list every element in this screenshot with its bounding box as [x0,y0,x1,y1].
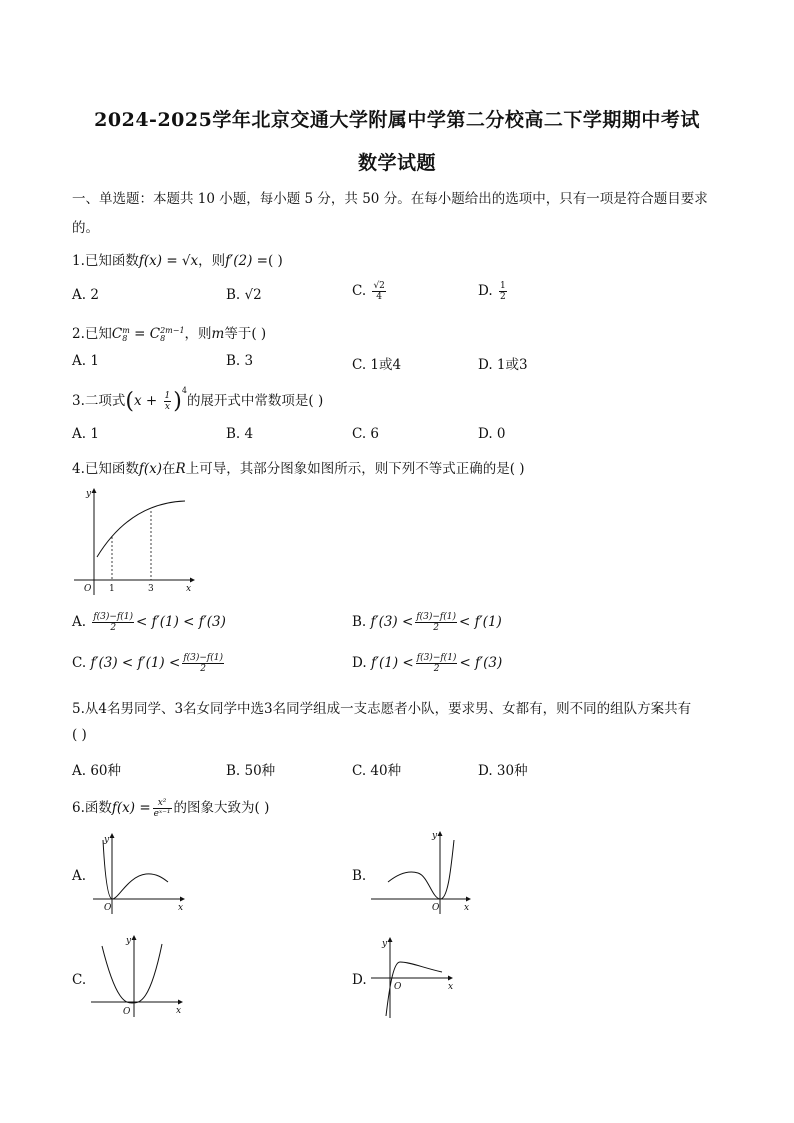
q1-option-d[interactable] [478,281,509,302]
q6-d-x-label: x [448,982,454,992]
q6-a-x-label: x [178,903,184,913]
q3-option-a[interactable]: A. 1 [72,426,99,442]
q4-tick-3: 3 [148,584,154,594]
q3-var-x: x [133,393,142,409]
q3-paren-open: ( [125,389,134,414]
q4-function-graph [70,485,200,600]
q6-c-y-label: y [126,936,132,946]
q2-combination-a: C m 8 [111,325,130,343]
q4-option-a-fraction: $\frac{f(3)-f(1)}{2}$ [93,612,134,633]
q2-mid: ，则 [184,326,212,342]
q2-option-a[interactable]: A. 1 [72,353,99,369]
q3-option-d[interactable]: D. 0 [478,426,506,442]
q4-option-c-head: f′(3) < f′(1) < [90,655,181,671]
q3-power: 4 [181,386,187,395]
q6-a-origin: O [104,903,112,913]
q4-x-arrow [190,578,195,583]
q1-prefix: 1.已知函数 [72,253,139,269]
q4-option-c-fraction: $\frac{f(3)-f(1)}{2}$ [183,653,224,674]
question-3-stem [72,386,323,414]
q2-option-c[interactable]: C. 1或4 [352,357,402,373]
q4-option-b-head: f′(3) < [370,614,414,630]
section-instructions-line2: 的。 [72,220,99,236]
q3-prefix: 3.二项式 [72,393,126,409]
q1-option-d-label: D. [478,283,493,299]
q4-option-b[interactable] [352,612,502,633]
q6-c-x-label: x [176,1006,182,1016]
section-instructions-line1: 一、单选题：本题共 10 小题，每小题 5 分，共 50 分。在每小题给出的选项中，只有一项是符合题目要求 [72,191,708,207]
q5-option-a[interactable]: A. 60种 [72,763,122,779]
q4-option-a-label: A. [72,614,87,630]
q6-fraction: $\frac{\text{x²}}{\text{eˣ⁻¹}}$ [153,798,171,819]
q5-option-b[interactable]: B. 50种 [226,763,276,779]
q6-curve-b [388,840,454,899]
q4-x-label: x [186,584,192,594]
q6-d-origin: O [394,982,402,992]
q4-curve [97,501,185,557]
q4-mid: 在 [162,461,176,477]
q2-option-b[interactable]: B. 3 [226,353,254,369]
q3-fraction: $\frac{1}{x}$ [164,391,171,412]
q1-option-c-label: C. [352,283,367,299]
q4-tick-1: 1 [109,584,115,594]
q2-prefix: 2.已知 [72,326,112,342]
q6-prefix: 6.函数 [72,800,112,816]
q6-graph-b[interactable] [366,828,476,918]
q6-b-origin: O [432,903,440,913]
q4-option-b-tail: < f′(1) [459,614,502,630]
q3-option-c[interactable]: C. 6 [352,426,380,442]
page-title: 2024-2025学年北京交通大学附属中学第二分校高二下学期期中考试 [94,109,700,131]
q6-d-y-label: y [382,939,388,949]
q6-option-b-label[interactable]: B. [352,868,367,884]
q3-paren-close: ) [173,389,182,414]
q6-option-c-label[interactable]: C. [72,972,87,988]
q4-option-b-fraction: $\frac{f(3)-f(1)}{2}$ [416,612,457,633]
q4-option-d-fraction: $\frac{f(3)-f(1)}{2}$ [416,653,457,674]
q4-option-c[interactable] [72,653,226,674]
q6-c-origin: O [123,1007,131,1017]
q4-y-arrow [92,488,97,493]
q4-option-d[interactable] [352,653,502,674]
q1-option-b[interactable]: B. √2 [226,287,262,303]
q1-ask: f′(2) = [225,253,268,269]
q3-plus: + [141,393,162,409]
q4-option-d-tail: < f′(3) [459,655,503,671]
question-1-stem [72,249,283,269]
q1-mid: ，则 [198,253,226,269]
q4-end: 上可导，其部分图象如图所示，则下列不等式正确的是( ) [185,461,525,477]
q1-paren: ( ) [267,253,283,269]
q6-b-y-label: y [432,831,438,841]
q6-a-y-label: y [104,835,110,845]
question-6-stem [72,796,269,819]
q5-option-d[interactable]: D. 30种 [478,763,528,779]
question-2-stem [72,322,266,343]
q6-function: f(x) = [111,800,151,816]
question-4-stem [72,457,525,477]
q4-function: f(x) [138,461,163,477]
q6-end: 的图象大致为( ) [173,800,270,816]
q2-end: 等于( ) [224,326,267,342]
q2-var: m [211,326,225,342]
q4-option-a-tail: < f′(1) < f′(3) [136,614,226,630]
q6-graph-c[interactable] [86,932,196,1022]
q6-curve-a [103,840,168,899]
q6-option-a-label[interactable]: A. [72,868,87,884]
q6-option-d-label[interactable]: D. [352,972,367,988]
q3-end: 的展开式中常数项是( ) [186,393,324,409]
q3-option-b[interactable]: B. 4 [226,426,254,442]
q1-option-a[interactable]: A. 2 [72,287,99,303]
page-subtitle: 数学试题 [357,152,436,174]
question-5-stem-line2: ( ) [72,727,87,743]
q4-option-b-label: B. [352,614,367,630]
q6-curve-c [102,944,162,1003]
q4-prefix: 4.已知函数 [72,461,139,477]
q4-option-c-label: C. [72,655,87,671]
q1-option-d-fraction: $\frac{1}{2}$ [499,281,506,302]
q2-combination-b: C 2m−1 8 [149,325,185,343]
q6-graph-d[interactable] [366,932,466,1022]
q4-option-a[interactable] [72,612,226,633]
q4-y-label: y [86,489,92,499]
q6-graph-a[interactable] [88,828,188,918]
q1-option-c[interactable] [352,281,388,302]
q2-option-d[interactable]: D. 1或3 [478,357,528,373]
q1-function: f(x) = √x [138,253,199,269]
q5-option-c[interactable]: C. 40种 [352,763,402,779]
q1-option-c-fraction: $\frac{√2}{4}$ [373,281,385,302]
q4-origin-label: O [84,584,92,594]
q4-option-d-head: f′(1) < [370,655,414,671]
q4-r: R [175,461,186,477]
q6-b-x-label: x [464,903,470,913]
question-5-stem-line1: 5.从4名男同学、3名女同学中选3名同学组成一支志愿者小队，要求男、女都有，则不同的组队方案共有 [72,701,692,717]
q2-equals: = [129,326,150,342]
q4-option-d-label: D. [352,655,367,671]
